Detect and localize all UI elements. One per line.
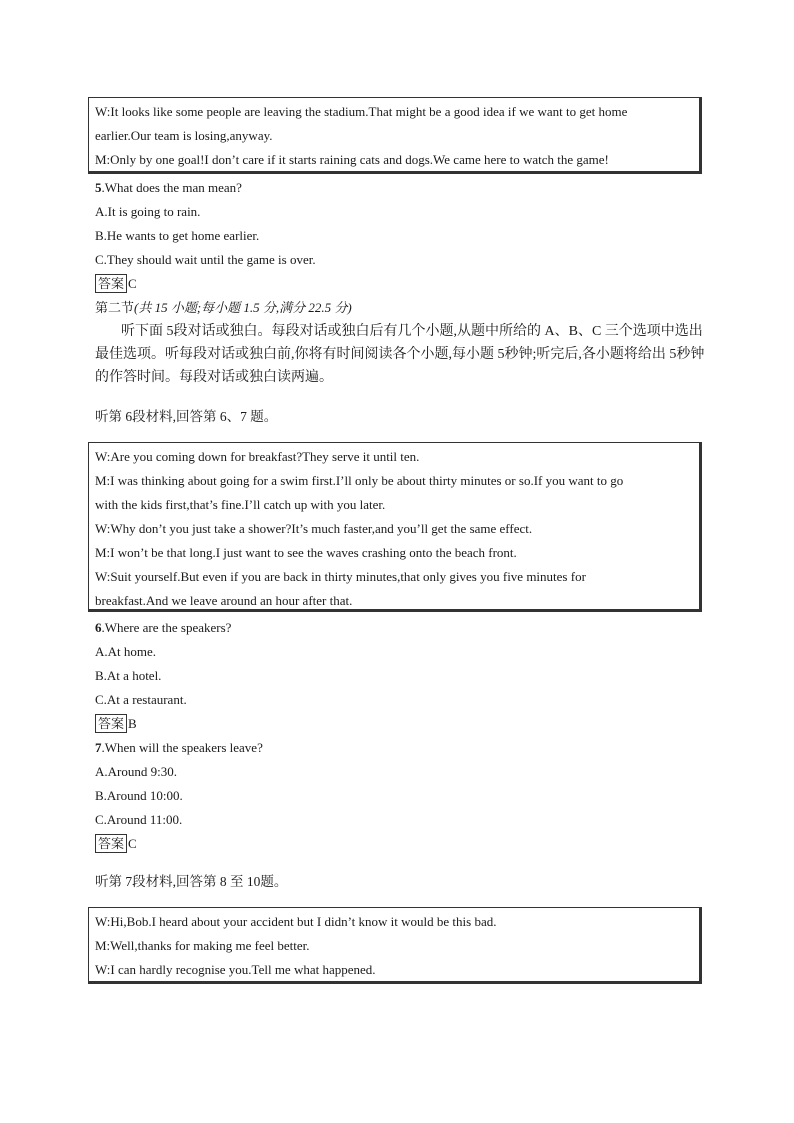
- answer-tag: 答案: [95, 834, 127, 853]
- dialogue-line: M:Well,thanks for making me feel better.: [95, 938, 310, 953]
- dialogue-line: W:I can hardly recognise you.Tell me what happened.: [95, 962, 376, 977]
- dialogue-line: earlier.Our team is losing,anyway.: [95, 128, 273, 143]
- dialogue-line: breakfast.And we leave around an hour after that.: [95, 593, 353, 608]
- option-c: C.They should wait until the game is over.: [95, 252, 316, 267]
- material-7-heading: 听第 7段材料,回答第 8 至 10题。: [95, 874, 288, 889]
- dialogue-line: W:Why don’t you just take a shower?It’s much faster,and you’ll get the same effect.: [95, 521, 533, 536]
- answer-value: C: [128, 836, 137, 851]
- dialogue-line: M:I was thinking about going for a swim first.I’ll only be about thirty minutes or so.If you want to go: [95, 473, 624, 488]
- answer-tag: 答案: [95, 274, 127, 293]
- option-a: A.At home.: [95, 644, 157, 659]
- dialogue-box-3: [88, 907, 702, 984]
- question-stem: .Where are the speakers?: [101, 620, 232, 635]
- answer-tag: 答案: [95, 714, 127, 733]
- answer-row: [95, 712, 137, 736]
- material-6-heading: 听第 6段材料,回答第 6、7 题。: [95, 409, 278, 424]
- option-b: B.Around 10:00.: [95, 788, 183, 803]
- section-heading: [95, 296, 352, 320]
- option-b: B.He wants to get home earlier.: [95, 228, 260, 243]
- question-7: [95, 736, 263, 760]
- question-number: 5: [95, 180, 102, 195]
- dialogue-line: W:Suit yourself.But even if you are back in thirty minutes,that only gives you five minutes for: [95, 569, 586, 584]
- section-instructions: 听下面 5段对话或独白。每段对话或独白后有几个小题,从题中所给的 A、B、C 三个选项中选出最佳选项。听每段对话或独白前,你将有时间阅读各个小题,每小题 5秒钟;听完后,各小题将给出 5秒钟的作答时间。每段对话或独白读两遍。: [95, 324, 705, 385]
- answer-value: C: [128, 276, 137, 291]
- question-5: [95, 176, 242, 200]
- dialogue-line: M:I won’t be that long.I just want to see the waves crashing onto the beach front.: [95, 545, 517, 560]
- option-a: A.Around 9:30.: [95, 764, 177, 779]
- answer-row: [95, 832, 137, 856]
- option-a: A.It is going to rain.: [95, 204, 201, 219]
- question-number: 6: [95, 620, 102, 635]
- section-label: 第二节: [95, 300, 135, 315]
- question-stem: .When will the speakers leave?: [101, 740, 263, 755]
- dialogue-box-1: [88, 97, 702, 174]
- dialogue-line: M:Only by one goal!I don’t care if it starts raining cats and dogs.We came here to watch the game!: [95, 152, 609, 167]
- option-c: C.Around 11:00.: [95, 812, 183, 827]
- question-stem: .What does the man mean?: [101, 180, 242, 195]
- question-6: [95, 616, 231, 640]
- question-number: 7: [95, 740, 102, 755]
- dialogue-line: W:Hi,Bob.I heard about your accident but I didn’t know it would be this bad.: [95, 914, 497, 929]
- option-b: B.At a hotel.: [95, 668, 162, 683]
- dialogue-line: W:Are you coming down for breakfast?They serve it until ten.: [95, 449, 420, 464]
- dialogue-line: with the kids first,that’s fine.I’ll catch up with you later.: [95, 497, 386, 512]
- answer-row: [95, 272, 137, 296]
- answer-value: B: [128, 716, 137, 731]
- dialogue-box-2: [88, 442, 702, 612]
- section-conditions: (共 15 小题;每小题 1.5 分,满分 22.5 分): [134, 300, 352, 315]
- dialogue-line: W:It looks like some people are leaving the stadium.That might be a good idea if we want to get home: [95, 104, 628, 119]
- option-c: C.At a restaurant.: [95, 692, 187, 707]
